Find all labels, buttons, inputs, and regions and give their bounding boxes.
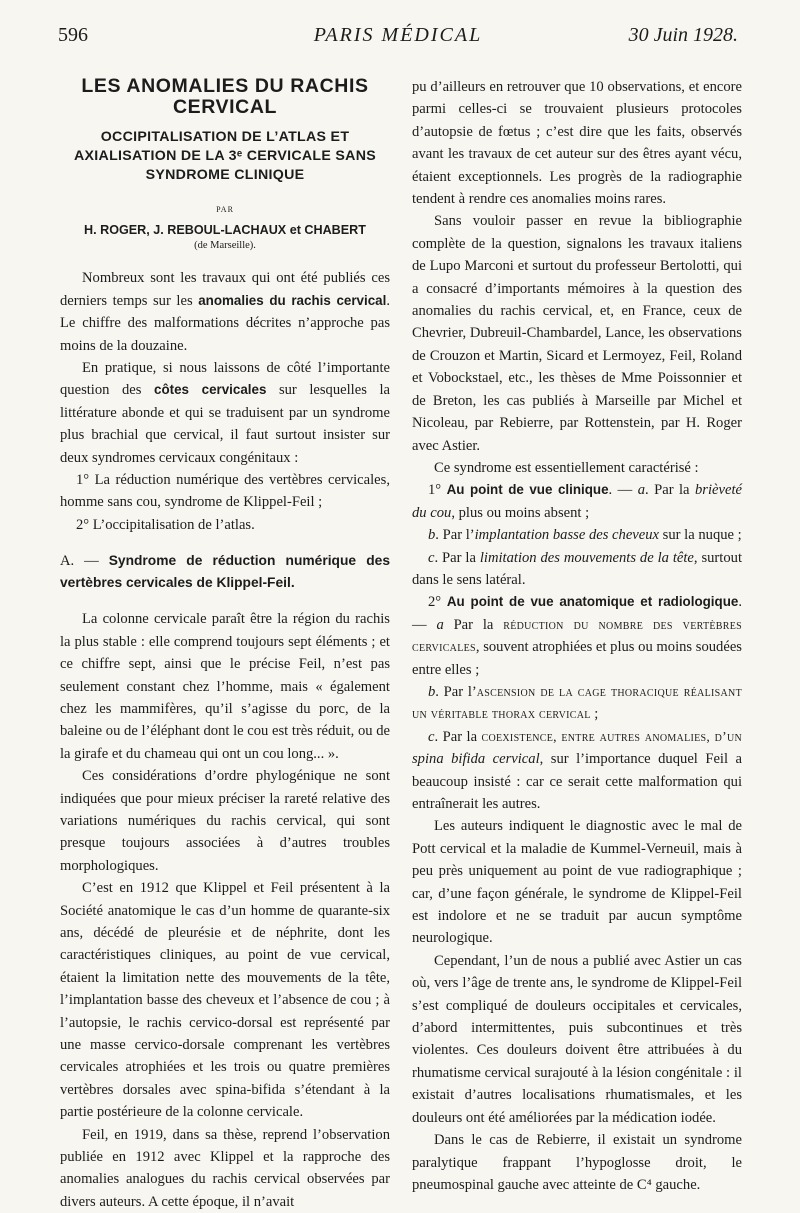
paragraph: Cependant, l’un de nous a publié avec Astier un cas où, vers l’âge de trente ans, le syndrome de Klippel-Feil s’est compliqué de douleurs occipitales et cervicales, d’abord intermittentes, puis subcontinues et très violentes. Ces douleurs doivent être attribuées à du rhumatisme cervical surajouté à la lésion congénitale : il existait d’autres localisations rhumatismales, et les douleurs ont été améliorées par la médication iodée.: [412, 952, 742, 1126]
paragraph: En pratique, si nous laissons de côté l’importante question des côtes cervicales sur lesquelles la littérature abonde et qui se traduisent par un syndrome plus brachial que cervical, il faut surtout insister sur deux syndromes cervicaux congénitaux :: [60, 360, 390, 466]
page-number: 596: [58, 24, 88, 46]
byline-par: PAR: [216, 205, 234, 214]
article-subtitle: OCCIPITALISATION DE L’ATLAS ET AXIALISATION DE LA 3ᵉ CERVICALE SANS SYNDROME CLINIQUE: [73, 129, 377, 183]
paragraph: Nombreux sont les travaux qui ont été publiés ces derniers temps sur les anomalies du rachis cervical. Le chiffre des malformations décrites n’approche pas moins de la douzaine.: [60, 270, 390, 354]
criteria-item: b. Par l’implantation basse des cheveux sur la nuque ;: [428, 527, 742, 544]
paragraph: Ce syndrome est essentiellement caractérisé :: [434, 459, 699, 476]
criteria-item: b. Par l’ascension de la cage thoracique réalisant un véritable thorax cervical ;: [412, 683, 742, 723]
left-column: [60, 76, 390, 1213]
list-item: 1° La réduction numérique des vertèbres cervicales, homme sans cou, syndrome de Klippel-Feil ;: [60, 472, 390, 511]
criteria-item: c. Par la coexistence, entre autres anomalies, d’un spina bifida cervical, sur l’importance duquel Feil a beaucoup insisté : car ce serait cette malformation qui entraînerait les autres.: [412, 728, 742, 812]
paragraph: pu d’ailleurs en retrouver que 10 observations, et encore parmi celles-ci se trouvaient plusieurs protocoles d’autopsie de fœtus ; c’est dire que les faits, observés avant les travaux de cet auteur sur des êtres ayant vécu, étaient exceptionnels. Les progrès de la radiographie tendent à rendre ces anomalies moins rares.: [412, 79, 742, 208]
keyword-anomalies: anomalies du rachis cervical: [198, 292, 387, 308]
paragraph: C’est en 1912 que Klippel et Feil présentent à la Société anatomique le cas d’un homme de quarante-six ans, décédé de pleurésie et de néphrite, dont les caractéristiques cliniques, au point de vue cervical, étaient la limitation nette des mouvements de la tête, l’implantation basse des cheveux et l’absence de cou ; à l’autopsie, le rachis cervico-dorsal est représenté par une masse cervico-dorsale comprenant les vertèbres cervicales atrophiées et les trois ou quatre premières vertèbres dorsales avec spina-bifida s’étendant à la partie postérieure de la colonne cervicale.: [60, 880, 390, 1121]
section-heading: A. — Syndrome de réduction numérique des vertèbres cervicales de Klippel-Feil.: [60, 553, 390, 591]
right-column: [412, 76, 742, 1196]
affiliation: (de Marseille).: [194, 240, 256, 252]
criteria-clinical: 1° Au point de vue clinique. — a. Par la brièveté du cou, plus ou moins absent ;: [412, 482, 742, 521]
issue-date: 30 Juin 1928.: [628, 24, 738, 46]
paragraph: Les auteurs indiquent le diagnostic avec le mal de Pott cervical et la maladie de Kummel-Verneuil, mais à peu près uniquement au point de vue radiographique ; car, d’une façon générale, le syndrome de Klippel-Feil est indolore et ne se traduit par aucun symptôme neurologique.: [412, 818, 742, 947]
criteria-anatomical: 2° Au point de vue anatomique et radiologique. — a Par la réduction du nombre des vertèbres cervicales, souvent atrophiées et plus ou moins soudées entre elles ;: [412, 594, 742, 678]
keyword-cotes-cervicales: côtes cervicales: [154, 382, 267, 398]
paragraph: Sans vouloir passer en revue la bibliographie complète de la question, signalons les travaux italiens de Lupo Marconi et surtout du professeur Bertolotti, qui a consacré d’importants mémoires à la question des anomalies du rachis cervical, et, en France, ceux de Chevrier, Dubreuil-Chambardel, Lance, les observations de Crouzon et Martin, Sicard et Lermoyez, Feil, Roland et Vobockstael, etc., les thèses de Mme Poissonnier et de Breton, les cas publiés à Marseille par Michel et Nicoleau, par Rebierre, par Rottenstein, par H. Roger avec Astier.: [412, 213, 742, 454]
paragraph: Ces considérations d’ordre phylogénique ne sont indiquées que pour mieux préciser la rareté relative des variations numériques du rachis cervical, qui sont presque toujours associées à d’autres troubles morphologiques.: [60, 768, 390, 874]
journal-title: PARIS MÉDICAL: [313, 24, 483, 46]
paragraph: Dans le cas de Rebierre, il existait un syndrome paralytique frappant l’hypoglosse droit, le pneumospinal gauche avec atteinte de C⁴ gauche.: [412, 1132, 742, 1193]
paragraph: Feil, en 1919, dans sa thèse, reprend l’observation publiée en 1912 avec Klippel et la rapproche des anomalies analogues du rachis cervical observées par divers auteurs. A cette époque, il n’avait: [60, 1126, 390, 1210]
paragraph: La colonne cervicale paraît être la région du rachis la plus stable : elle comprend toujours sept éléments ; et ce chiffre sept, ainsi que le précise Feil, n’est pas seulement constant chez l’homme, mais « également chez les mammifères, qu’il s’agisse du porc, de la baleine ou de l’éléphant dont le cou est très réduit, ou de la girafe et du chameau qui ont un cou long... ».: [60, 611, 390, 762]
authors: H. ROGER, J. REBOUL-LACHAUX et CHABERT: [84, 223, 366, 238]
list-item: 2° L’occipitalisation de l’atlas.: [76, 516, 255, 533]
article-title: LES ANOMALIES DU RACHIS CERVICAL: [81, 75, 369, 118]
criteria-item: c. Par la limitation des mouvements de la tête, surtout dans le sens latéral.: [412, 549, 742, 588]
running-header: [58, 24, 738, 60]
